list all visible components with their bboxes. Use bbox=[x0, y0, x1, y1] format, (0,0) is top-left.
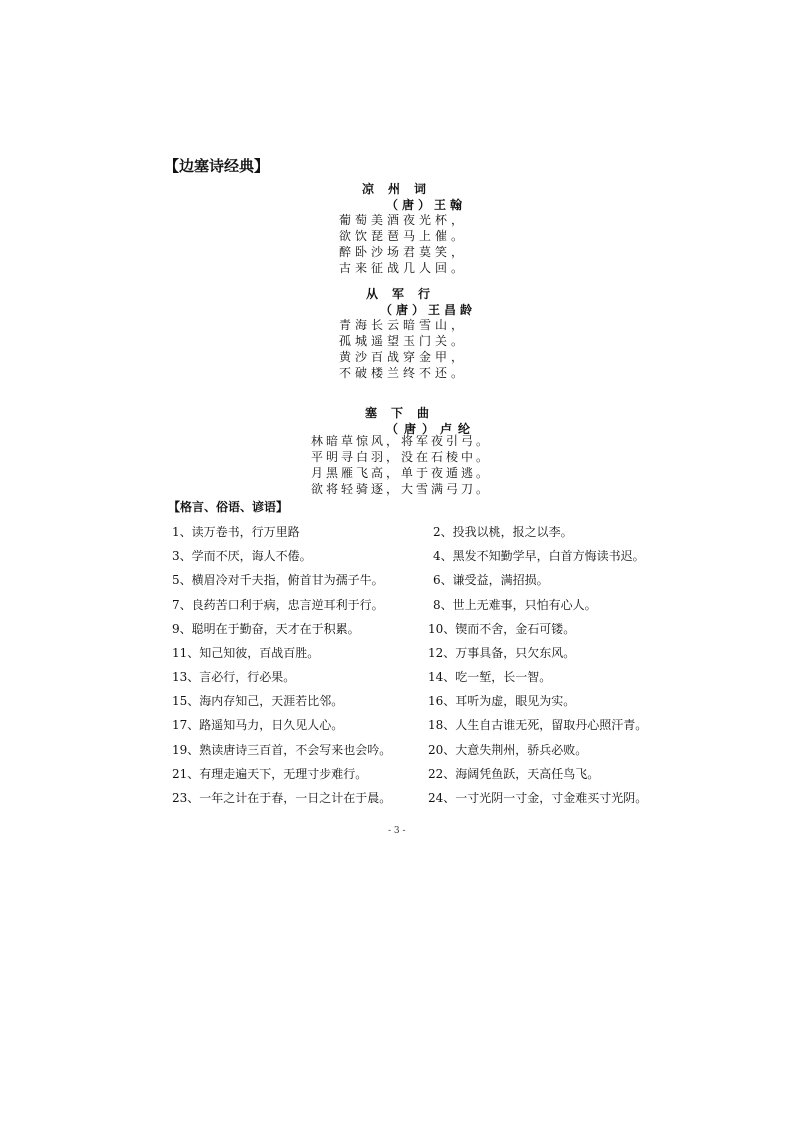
poem-author: （唐）王昌龄 bbox=[380, 303, 477, 317]
poem-line: 欲饮琵琶马上催。 bbox=[339, 229, 468, 243]
proverb-item: 5、横眉冷对千夫指，俯首甘为孺子牛。 bbox=[172, 573, 384, 587]
poem-title: 从军行 bbox=[366, 287, 445, 301]
poem-title: 塞下曲 bbox=[365, 406, 444, 420]
proverb-item: 19、熟读唐诗三百首，不会写来也会吟。 bbox=[172, 743, 392, 757]
proverb-item: 21、有理走遍天下，无理寸步难行。 bbox=[172, 767, 368, 781]
proverb-item: 20、大意失荆州，骄兵必败。 bbox=[428, 743, 588, 757]
poem-line: 青海长云暗雪山， bbox=[339, 318, 468, 332]
proverb-item: 7、良药苦口利于病，忠言逆耳利于行。 bbox=[172, 598, 384, 612]
poem-author: （唐）卢纶 bbox=[386, 422, 477, 436]
poem-author: （唐）王翰 bbox=[386, 198, 467, 212]
proverb-item: 15、海内存知己，天涯若比邻。 bbox=[172, 694, 344, 708]
proverb-item: 24、一寸光阴一寸金，寸金难买寸光阴。 bbox=[428, 791, 648, 805]
poem-line: 林暗草惊风，将军夜引弓。 bbox=[311, 434, 492, 448]
proverb-item: 18、人生自古谁无死，留取丹心照汗青。 bbox=[428, 718, 648, 732]
poem-line: 孤城遥望玉门关。 bbox=[339, 334, 468, 348]
poem-line: 平明寻白羽，没在石棱中。 bbox=[311, 450, 492, 464]
section-title-frontier-poems: 【边塞诗经典】 bbox=[164, 157, 270, 175]
proverb-item: 17、路遥知马力，日久见人心。 bbox=[172, 718, 344, 732]
poem-line: 欲将轻骑逐，大雪满弓刀。 bbox=[311, 482, 492, 496]
poem-line: 古来征战几人回。 bbox=[339, 261, 468, 275]
section-title-proverbs: 【格言、俗语、谚语】 bbox=[168, 500, 289, 514]
poem-line: 黄沙百战穿金甲， bbox=[339, 350, 468, 364]
proverb-item: 11、知己知彼，百战百胜。 bbox=[172, 646, 320, 660]
page-number: - 3 - bbox=[388, 826, 406, 836]
poem-line: 月黑雁飞高，单于夜遁逃。 bbox=[311, 466, 492, 480]
proverb-item: 8、世上无难事，只怕有心人。 bbox=[433, 598, 597, 612]
poem-line: 葡萄美酒夜光杯， bbox=[339, 213, 468, 227]
proverb-item: 14、吃一堑，长一智。 bbox=[428, 670, 552, 684]
proverb-item: 6、谦受益，满招损。 bbox=[433, 573, 549, 587]
proverb-item: 3、学而不厌，诲人不倦。 bbox=[172, 549, 312, 563]
proverb-item: 12、万事具备，只欠东风。 bbox=[428, 646, 576, 660]
poem-line: 醉卧沙场君莫笑， bbox=[339, 245, 468, 259]
proverb-item: 10、锲而不舍，金石可镂。 bbox=[428, 622, 576, 636]
proverb-item: 4、黑发不知勤学早，白首方悔读书迟。 bbox=[433, 549, 645, 563]
proverb-item: 9、聪明在于勤奋，天才在于积累。 bbox=[172, 622, 360, 636]
poem-title: 凉州词 bbox=[362, 182, 441, 196]
proverb-item: 13、言必行，行必果。 bbox=[172, 670, 296, 684]
poem-line: 不破楼兰终不还。 bbox=[339, 366, 468, 380]
proverb-item: 16、耳听为虚，眼见为实。 bbox=[428, 694, 576, 708]
proverb-item: 2、投我以桃，报之以李。 bbox=[433, 525, 573, 539]
proverb-item: 1、读万卷书，行万里路 bbox=[172, 525, 300, 539]
proverb-item: 23、一年之计在于春，一日之计在于晨。 bbox=[172, 791, 392, 805]
proverb-item: 22、海阔凭鱼跃，天高任鸟飞。 bbox=[428, 767, 600, 781]
